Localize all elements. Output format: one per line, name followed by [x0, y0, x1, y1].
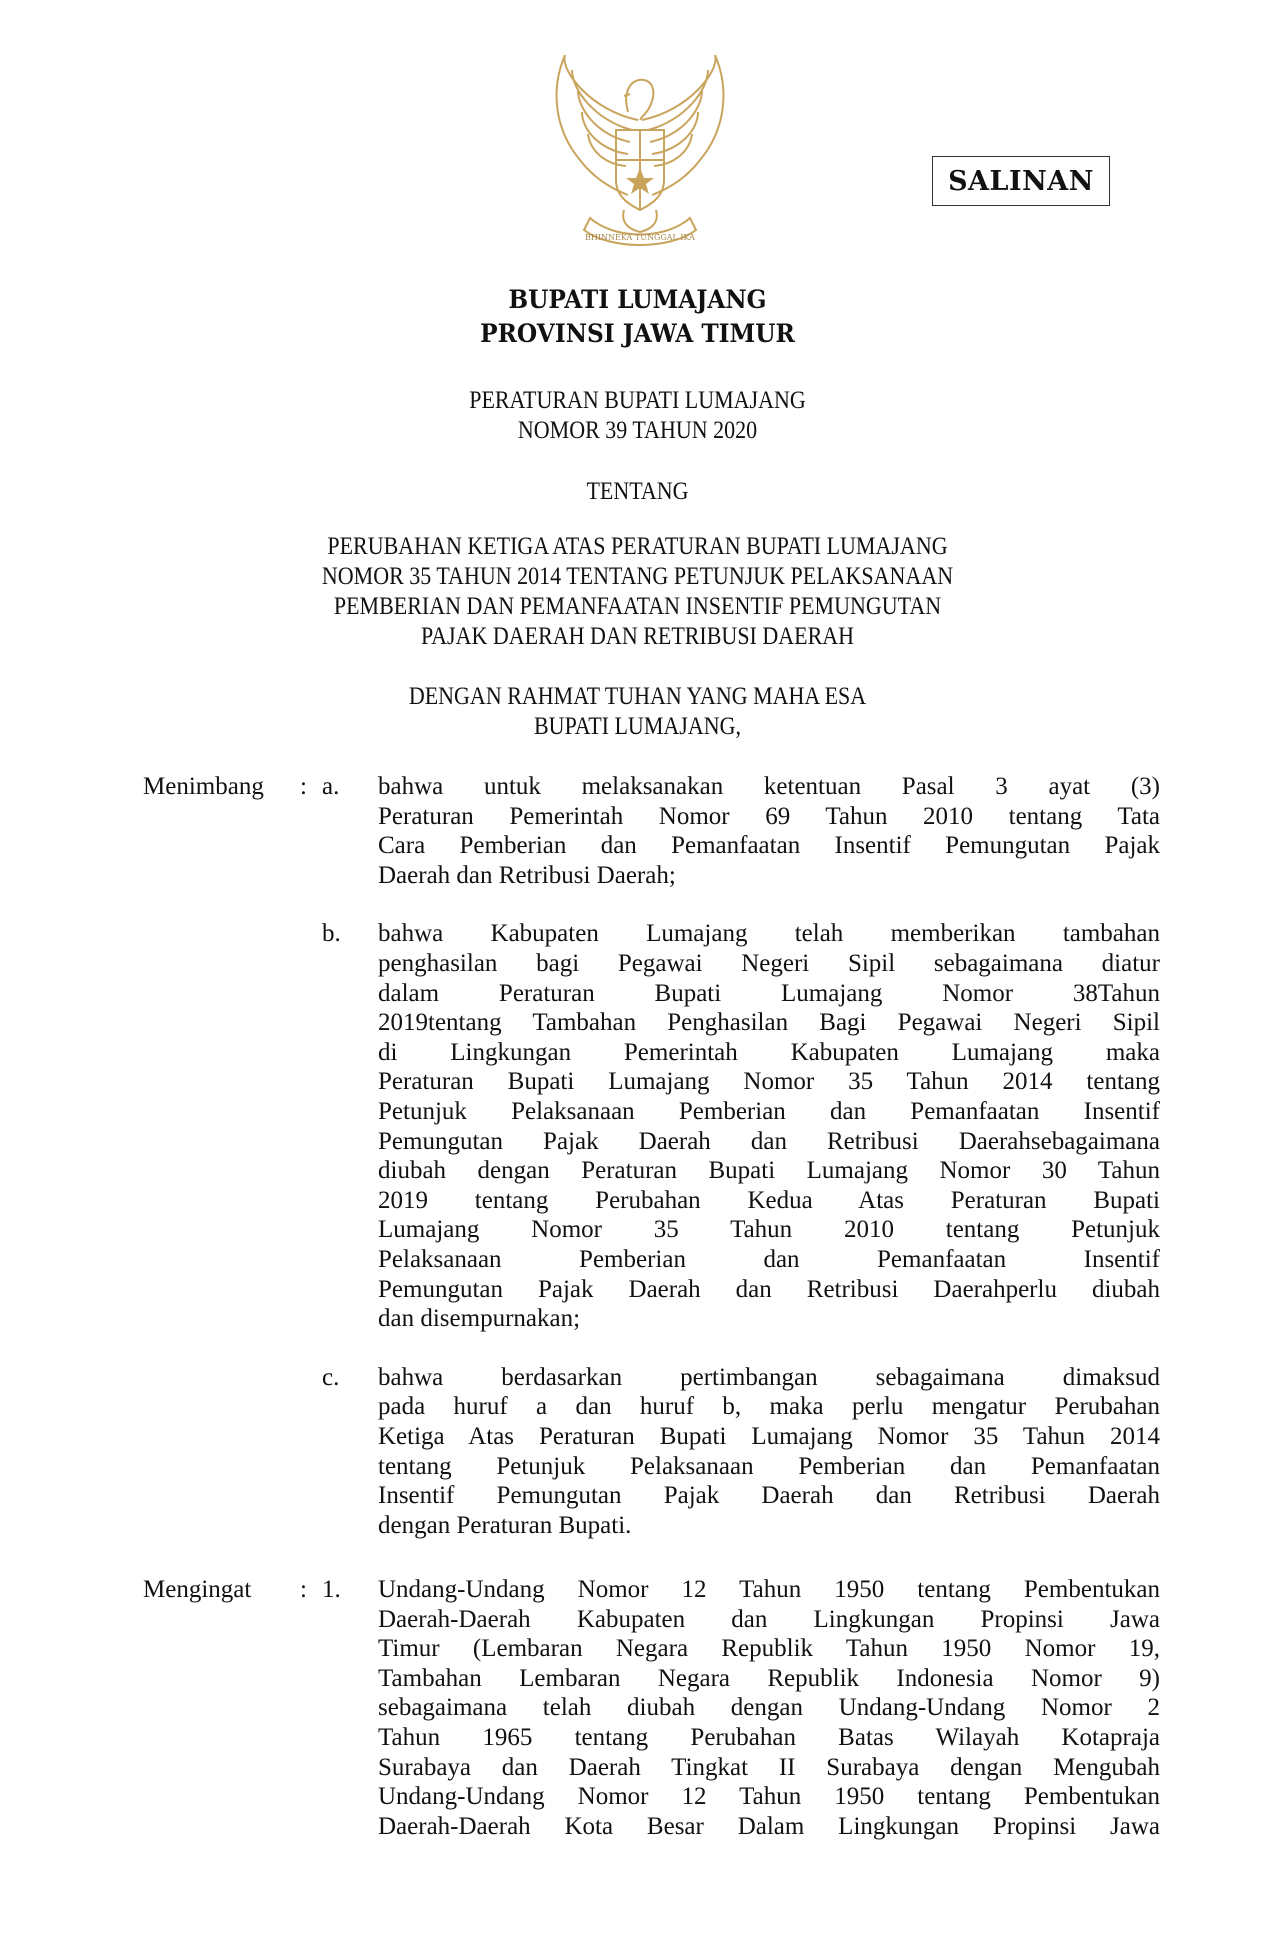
invocation-line: BUPATI LUMAJANG, — [534, 713, 741, 740]
invocation — [77, 682, 1199, 742]
title-line: NOMOR 35 TAHUN 2014 TENTANG PETUNJUK PELAKSANAAN — [321, 563, 954, 590]
item-text-line: Pemungutan Pajak Daerah dan Retribusi Daerahperlu diubah — [378, 1275, 1160, 1303]
regulation-heading — [77, 386, 1199, 446]
item-text-line: Surabaya dan Daerah Tingkat II Surabaya dengan Mengubah — [378, 1753, 1160, 1781]
item-text-line: sebagaimana telah diubah dengan Undang-Undang Nomor 2 — [378, 1694, 1160, 1722]
item-text-line: dengan Peraturan Bupati. — [378, 1511, 632, 1539]
title-line: PAJAK DAERAH DAN RETRIBUSI DAERAH — [420, 623, 855, 650]
item-text-line: Daerah-Daerah Kota Besar Dalam Lingkungan Propinsi Jawa — [378, 1812, 1160, 1840]
item-text-line: bahwa berdasarkan pertimbangan sebagaimana dimaksud — [378, 1363, 1160, 1391]
item-text-line: penghasilan bagi Pegawai Negeri Sipil sebagaimana diatur — [378, 950, 1160, 977]
item-marker: a. — [322, 773, 340, 800]
menimbang-colon: : — [300, 773, 307, 800]
garuda-emblem-icon — [520, 50, 760, 260]
item-text-line: Cara Pemberian dan Pemanfaatan Insentif Pemungutan Pajak — [378, 832, 1160, 860]
item-text-line: 2019tentang Tambahan Penghasilan Bagi Pegawai Negeri Sipil — [378, 1009, 1160, 1037]
item-text-line: Tambahan Lembaran Negara Republik Indonesia Nomor 9) — [378, 1664, 1160, 1692]
tentang-heading: TENTANG — [586, 478, 689, 505]
issuer-province: PROVINSI JAWA TIMUR — [480, 319, 795, 348]
title-line: PEMBERIAN DAN PEMANFAATAN INSENTIF PEMUNGUTAN — [333, 593, 942, 620]
item-text-line: diubah dengan Peraturan Bupati Lumajang Nomor 30 Tahun — [378, 1157, 1160, 1185]
item-text-line: Tahun 1965 tentang Perubahan Batas Wilayah Kotapraja — [378, 1724, 1160, 1751]
salinan-stamp — [932, 156, 1110, 206]
mengingat-label: Mengingat — [143, 1576, 252, 1603]
item-text-line: pada huruf a dan huruf b, maka perlu mengatur Perubahan — [378, 1393, 1160, 1421]
item-text-line: bahwa untuk melaksanakan ketentuan Pasal 3 ayat (3) — [378, 773, 1160, 800]
title-line: PERUBAHAN KETIGA ATAS PERATURAN BUPATI LUMAJANG — [327, 533, 948, 560]
item-text-line: dalam Peraturan Bupati Lumajang Nomor 38Tahun — [378, 979, 1160, 1007]
emblem-motto: BHINNEKA TUNGGAL IKA — [585, 233, 695, 242]
item-text-line: tentang Petunjuk Pelaksanaan Pemberian dan Pemanfaatan — [378, 1452, 1160, 1480]
item-text-line: Undang-Undang Nomor 12 Tahun 1950 tentang Pembentukan — [378, 1783, 1160, 1811]
item-text-line: 2019 tentang Perubahan Kedua Atas Peraturan Bupati — [378, 1186, 1160, 1214]
item-text-line: Lumajang Nomor 35 Tahun 2010 tentang Petunjuk — [378, 1216, 1160, 1244]
invocation-line: DENGAN RAHMAT TUHAN YANG MAHA ESA — [408, 683, 867, 710]
item-marker: b. — [322, 920, 341, 948]
item-text-line: di Lingkungan Pemerintah Kabupaten Lumajang maka — [378, 1038, 1160, 1066]
item-text-line: Pelaksanaan Pemberian dan Pemanfaatan Insentif — [378, 1246, 1160, 1273]
item-text-line: bahwa Kabupaten Lumajang telah memberikan tambahan — [378, 920, 1160, 948]
mengingat-colon: : — [300, 1576, 307, 1603]
salinan-label: SALINAN — [948, 165, 1094, 197]
item-text-line: Peraturan Bupati Lumajang Nomor 35 Tahun 2014 tentang — [378, 1068, 1160, 1096]
regulation-title — [77, 532, 1199, 652]
item-marker: 1. — [322, 1576, 341, 1603]
issuer-title: BUPATI LUMAJANG — [508, 285, 767, 314]
menimbang-label: Menimbang — [143, 773, 264, 800]
item-text-line: dan disempurnakan; — [378, 1305, 581, 1333]
item-text-line: Petunjuk Pelaksanaan Pemberian dan Pemanfaatan Insentif — [378, 1098, 1160, 1125]
item-text-line: Daerah-Daerah Kabupaten dan Lingkungan Propinsi Jawa — [378, 1605, 1160, 1633]
item-text-line: Daerah dan Retribusi Daerah; — [378, 861, 676, 889]
item-text-line: Timur (Lembaran Negara Republik Tahun 1950 Nomor 19, — [378, 1635, 1160, 1663]
regulation-type: PERATURAN BUPATI LUMAJANG — [469, 387, 806, 414]
item-text-line: Peraturan Pemerintah Nomor 69 Tahun 2010 tentang Tata — [378, 802, 1160, 830]
item-text-line: Pemungutan Pajak Daerah dan Retribusi Daerahsebagaimana — [378, 1127, 1160, 1155]
item-marker: c. — [322, 1363, 340, 1391]
item-text-line: Ketiga Atas Peraturan Bupati Lumajang Nomor 35 Tahun 2014 — [378, 1423, 1160, 1450]
issuer-header — [45, 283, 1231, 351]
regulation-number: NOMOR 39 TAHUN 2020 — [517, 417, 758, 444]
item-text-line: Insentif Pemungutan Pajak Daerah dan Retribusi Daerah — [378, 1482, 1160, 1510]
item-text-line: Undang-Undang Nomor 12 Tahun 1950 tentang Pembentukan — [378, 1576, 1160, 1603]
